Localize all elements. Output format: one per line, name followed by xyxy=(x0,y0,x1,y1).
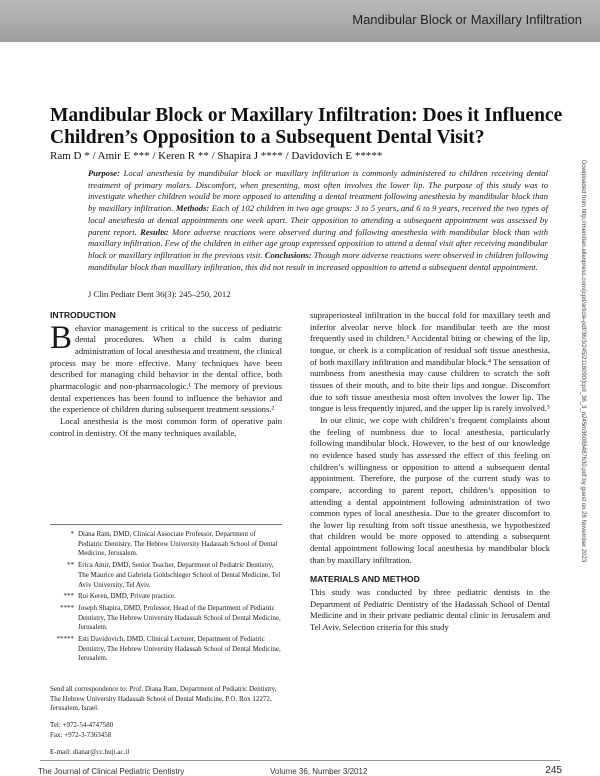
intro-paragraph-3: supraperiosteal infiltration in the buccal fold for maxillary teeth and inferior alveolar nerve block for mandibular teeth are the most frequently used in children.³ Accidental biting or chewing of the lip, tongue, or cheek is a complication of residual soft tissue anesthesia, of both maxillary infiltration and mandibular block.⁴ The sensation of numbness from anesthesia may cause children to scratch the soft tissues of their mouth, and to bite their lips and tongue. Discomfort due to soft tissue anesthesia most often involves the lower lip. The tongue is less frequently injured, and the upper lip is rarely involved.⁵ xyxy=(310,310,550,414)
abstract-purpose: Local anesthesia by mandibular block or maxillary infiltration is commonly administered to children receiving dental treatment of primary molars. Discomfort, when presenting, most often involves the lower lip. The purpose of this study was to investigate whether children would be more opposed to attending a dental treatment following anesthesia by mandibular block than by maxillary infiltration. xyxy=(88,168,548,214)
footnote-text: Esti Davidovich, DMD, Clinical Lecturer, Department of Pediatric Dentistry, The Hebrew University Hadassah School of Dental Medicine, Jerusalem. xyxy=(78,635,281,663)
correspondence-tel: Tel: +972-54-4747580 xyxy=(50,721,114,730)
intro-paragraph-2: Local anesthesia is the most common form of operative pain control in dentistry. Of the many techniques available, xyxy=(50,415,282,438)
footnote xyxy=(50,530,282,559)
footnote xyxy=(50,604,282,633)
abstract-purpose-label: Purpose: xyxy=(88,168,120,178)
footer-journal: The Journal of Clinical Pediatric Dentistry xyxy=(38,767,185,776)
right-column xyxy=(310,310,550,634)
abstract-methods-label: Methods: xyxy=(175,203,210,214)
footnote-mark: ** xyxy=(67,561,74,570)
intro-paragraph-1-text: ehavior management is critical to the success of pediatric dental procedures. When a child is calm during administration of local anesthesia and treatment, the clinical process may be more effective. Many techniques have been described for managing child behavior in the dental office, both pharmacologic and non-pharmacologic.¹ The memory of previous dental experiences has been found to influence the behavior and the experience of children during subsequent treatment sessions.² xyxy=(50,322,282,415)
footnote-mark: **** xyxy=(60,603,74,612)
footer-divider xyxy=(40,760,560,761)
methods-paragraph-1: This study was conducted by three pediatric dentists in the Department of Pediatric Dentistry of the Hadassah School of Dental Medicine and in their private pediatric dental clinic in Jerusalem and Tel Aviv. Selection criteria for this study xyxy=(310,587,550,633)
correspondence-email[interactable]: E-mail: dianar@cc.huji.ac.il xyxy=(50,747,130,756)
abstract-results-label: Results: xyxy=(140,226,169,237)
abstract-methods: Each of 102 children in two age groups: 3 to 5 years, and 6 to 9 years, received the two types of local anesthesia at dental appointments one week apart. Their opposition to attending a subsequent appointment was assessed by parent report. xyxy=(88,203,548,237)
abstract xyxy=(88,168,548,273)
footer-volume: Volume 36, Number 3/2012 xyxy=(270,767,368,776)
page-number: 245 xyxy=(545,765,562,776)
correspondence-fax: Fax: +972-3-7363458 xyxy=(50,730,112,739)
abstract-conclusions-label: Conclusions: xyxy=(264,249,312,260)
footnote-text: Joseph Shapira, DMD, Professor, Head of the Department of Pediatric Dentistry, The Hebrew University Hadassah School of Dental Medicine, Jerusalem. xyxy=(78,603,281,632)
citation: J Clin Pediatr Dent 36(3): 245–250, 2012 xyxy=(88,289,231,299)
article-title: Mandibular Block or Maxillary Infiltration: Does it Influence Children’s Opposition to a Subsequent Dental Visit? xyxy=(50,105,563,148)
footnote-text: Erica Amir, DMD, Senior Teacher, Department of Pediatric Dentistry, The Maurice and Gabriela Goldschleger School of Dental Medicine, Tel Aviv University, Tel Aviv. xyxy=(78,561,281,589)
footnote xyxy=(50,635,282,664)
author-list: Ram D * / Amir E *** / Keren R ** / Shapira J **** / Davidovich E ***** xyxy=(50,150,383,162)
introduction-heading: INTRODUCTION xyxy=(50,310,116,320)
footnote xyxy=(50,561,282,590)
correspondence xyxy=(50,685,282,757)
author-footnotes xyxy=(50,524,282,666)
footnote-mark: ***** xyxy=(56,635,74,644)
footnote-mark: *** xyxy=(63,592,74,601)
footnote-mark: * xyxy=(70,530,74,538)
abstract-results: More adverse reactions were observed during and following anesthesia with mandibular block than with maxillary infiltration. Few of the children in either age group expressed opposition to attend a dental visit after receiving mandibular block or maxillary infiltration in the previous visit. xyxy=(88,226,548,260)
download-notice: Downloaded from http://meridian.allenpress.com/jcpd/article-pdf/36/3/245/2118090/jcpd_36_3_n245m36088487630.pdf by guest on 28 November 2023 xyxy=(580,160,586,563)
footnote-text: Diana Ram, DMD, Clinical Associate Professor, Department of Pediatric Dentistry, The Hebrew University Hadassah School of Dental Medicine, Jerusalem. xyxy=(78,530,278,558)
intro-paragraph-4: In our clinic, we cope with children’s frequent complaints about the feeling of numbness due to local anesthesia, particularly following mandibular block. However, to the best of our knowledge no evidence based study has assessed the effect of this feeling on children’s willingness or opposition to attend a subsequent dental appointment. Therefore, the purpose of the current study was to compare, according to parent report, children’s opposition to attending a dental appointment following administration of two common types of local anesthesia. Due to the greater discomfort to the lower lip resulting from soft tissue anesthesia, we hypothesized that children would be more opposed to attending a subsequent dental appointment following local anesthesia by mandibular block than by maxillary infiltration. xyxy=(310,414,550,565)
intro-paragraph-1 xyxy=(50,319,282,416)
running-header xyxy=(0,0,600,42)
footnote-text: Roi Keren, DMD, Private practice. xyxy=(78,592,176,601)
abstract-conclusions: Though more adverse reactions were observed in children following mandibular block than maxillary infiltration, this did not result in increased opposition to attend a subsequent dental appointment. xyxy=(88,249,548,272)
running-title: Mandibular Block or Maxillary Infiltration xyxy=(352,12,582,27)
methods-heading: MATERIALS AND METHOD xyxy=(310,574,420,585)
left-column xyxy=(50,310,282,439)
drop-cap: B xyxy=(50,319,73,356)
footnote xyxy=(50,592,282,602)
correspondence-address: Send all correspondence to: Prof. Diana Ram, Department of Pediatric Dentistry, The Hebrew University Hadassah School of Dental Medicine, P.O. Box 12272, Jerusalem, Israel. xyxy=(50,685,277,713)
